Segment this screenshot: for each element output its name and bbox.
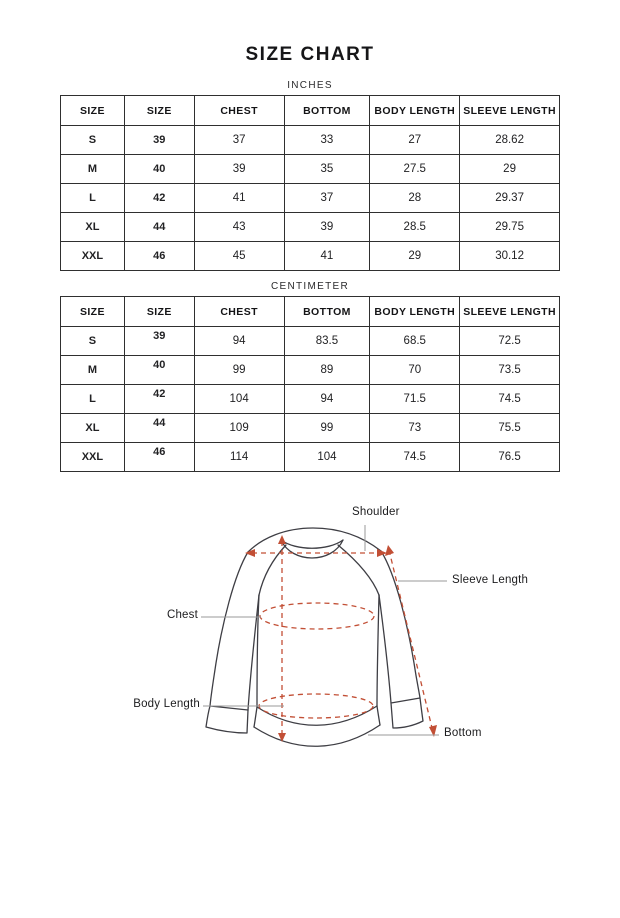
table-cell: 39 (124, 126, 194, 155)
chest-measure-ellipse (260, 603, 374, 629)
table-cell: 71.5 (370, 385, 460, 414)
table-cell: 35 (284, 155, 370, 184)
table-cell: 28.5 (370, 213, 460, 242)
table-cell: 104 (194, 385, 284, 414)
sleeve-length-measure-line (389, 550, 433, 732)
table-cell: 39 (124, 327, 194, 356)
table-cell: 44 (124, 213, 194, 242)
table-cell: 40 (124, 155, 194, 184)
table-cell: 70 (370, 356, 460, 385)
centimeter-section-label: CENTIMETER (271, 281, 349, 292)
measurement-lines (252, 541, 433, 736)
centimeter-size-table (60, 296, 560, 472)
table-cell: L (61, 385, 125, 414)
table-cell: 76.5 (460, 443, 560, 472)
table-row (61, 327, 560, 356)
table-cell: S (61, 327, 125, 356)
table-row (61, 184, 560, 213)
table-cell: XXL (61, 443, 125, 472)
table-cell: XL (61, 414, 125, 443)
table-cell: 41 (284, 242, 370, 271)
sleeve-length-label: Sleeve Length (452, 574, 529, 586)
table-cell: 30.12 (460, 242, 560, 271)
table-row (61, 242, 560, 271)
table-row (61, 385, 560, 414)
table-cell: 29.37 (460, 184, 560, 213)
table-row (61, 443, 560, 472)
table-cell: 28 (370, 184, 460, 213)
table-cell: 29 (370, 242, 460, 271)
table-cell: 73 (370, 414, 460, 443)
table-cell: 40 (124, 356, 194, 385)
table-row (61, 126, 560, 155)
column-header-size-number: SIZE (124, 96, 194, 126)
table-cell: 94 (284, 385, 370, 414)
table-cell: 42 (124, 184, 194, 213)
table-cell: 29 (460, 155, 560, 184)
table-cell: XL (61, 213, 125, 242)
table-cell: 104 (284, 443, 370, 472)
column-header-body-length: BODY LENGTH (370, 297, 460, 327)
table-cell: 43 (194, 213, 284, 242)
chest-label: Chest (166, 609, 198, 621)
table-cell: 72.5 (460, 327, 560, 356)
column-header-sleeve-length: SLEEVE LENGTH (460, 96, 560, 126)
table-cell: 68.5 (370, 327, 460, 356)
measurement-arrowheads (245, 535, 437, 742)
column-header-bottom: BOTTOM (284, 297, 370, 327)
inches-size-table (60, 95, 560, 271)
table-row (61, 213, 560, 242)
table-cell: 39 (284, 213, 370, 242)
table-cell: 114 (194, 443, 284, 472)
table-row (61, 356, 560, 385)
table-cell: 28.62 (460, 126, 560, 155)
column-header-bottom: BOTTOM (284, 96, 370, 126)
table-cell: 99 (284, 414, 370, 443)
table-cell: 83.5 (284, 327, 370, 356)
table-cell: 74.5 (370, 443, 460, 472)
table-cell: 42 (124, 385, 194, 414)
table-cell: XXL (61, 242, 125, 271)
table-cell: M (61, 155, 125, 184)
table-cell: 27.5 (370, 155, 460, 184)
sweatshirt-illustration (100, 495, 550, 785)
table-cell: 29.75 (460, 213, 560, 242)
page-title: SIZE CHART (245, 44, 375, 65)
column-header-chest: CHEST (194, 96, 284, 126)
table-row (61, 155, 560, 184)
column-header-size-number: SIZE (124, 297, 194, 327)
garment-outline (206, 528, 423, 746)
table-row (61, 414, 560, 443)
table-cell: 37 (194, 126, 284, 155)
table-cell: 109 (194, 414, 284, 443)
column-header-chest: CHEST (194, 297, 284, 327)
table-cell: 75.5 (460, 414, 560, 443)
table-cell: 89 (284, 356, 370, 385)
column-header-size: SIZE (61, 96, 125, 126)
bottom-label: Bottom (444, 727, 482, 739)
table-cell: 27 (370, 126, 460, 155)
table-cell: 44 (124, 414, 194, 443)
column-header-sleeve-length: SLEEVE LENGTH (460, 297, 560, 327)
table-cell: 33 (284, 126, 370, 155)
table-cell: 74.5 (460, 385, 560, 414)
column-header-size: SIZE (61, 297, 125, 327)
table-cell: 73.5 (460, 356, 560, 385)
table-cell: 94 (194, 327, 284, 356)
table-cell: 37 (284, 184, 370, 213)
table-cell: S (61, 126, 125, 155)
measurement-diagram (100, 495, 550, 785)
table-header-row (61, 297, 560, 327)
inches-section-label: INCHES (287, 80, 333, 91)
table-cell: 39 (194, 155, 284, 184)
table-cell: 45 (194, 242, 284, 271)
table-cell: L (61, 184, 125, 213)
shoulder-label: Shoulder (352, 506, 400, 518)
table-cell: M (61, 356, 125, 385)
body-length-label: Body Length (133, 698, 200, 710)
table-header-row (61, 96, 560, 126)
table-cell: 46 (124, 242, 194, 271)
table-cell: 46 (124, 443, 194, 472)
column-header-body-length: BODY LENGTH (370, 96, 460, 126)
table-cell: 99 (194, 356, 284, 385)
table-cell: 41 (194, 184, 284, 213)
